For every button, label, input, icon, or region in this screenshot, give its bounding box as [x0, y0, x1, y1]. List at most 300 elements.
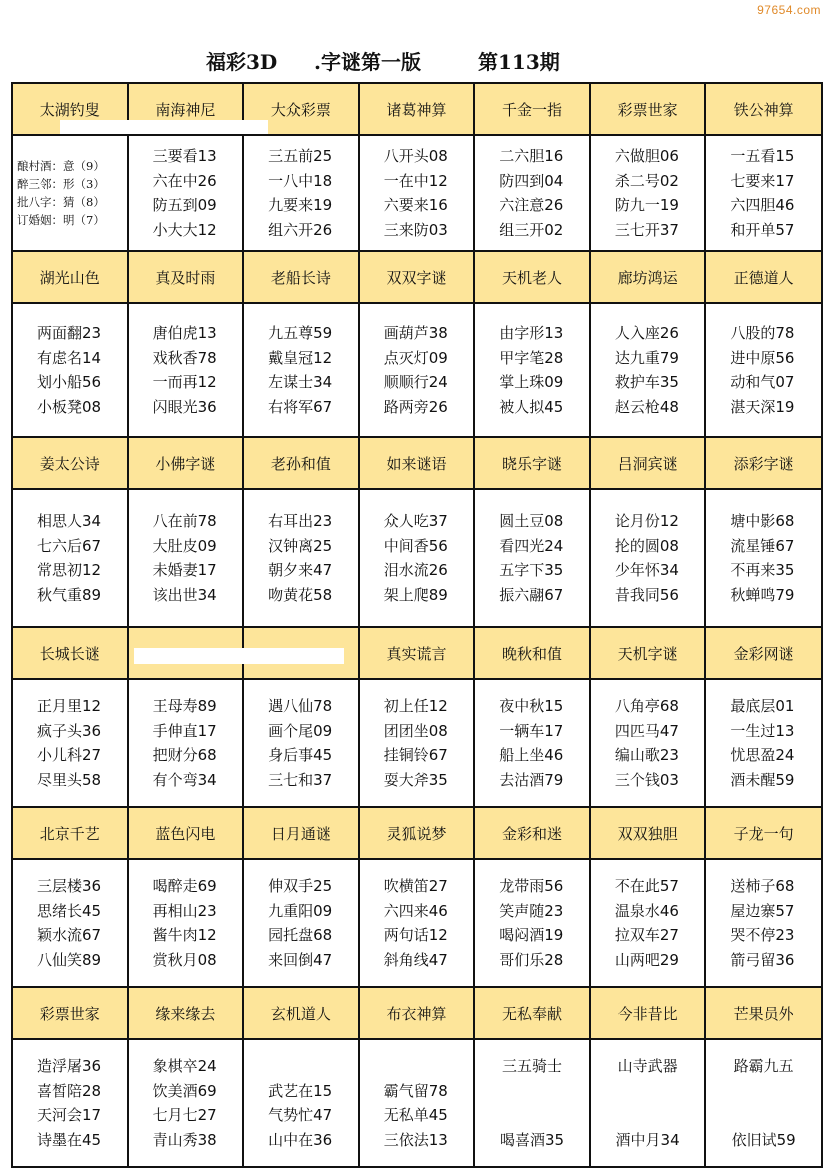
riddle-lines [706, 1054, 821, 1152]
source-name-cell: 长城长谜 [12, 627, 128, 679]
riddle-lines [129, 321, 243, 419]
source-name-cell: 吕洞宾谜 [590, 437, 706, 489]
riddle-line: 来回倒47 [268, 950, 333, 969]
page-title [0, 46, 827, 76]
riddle-cell [243, 135, 359, 251]
riddle-cell [590, 859, 706, 987]
riddle-lines [591, 321, 705, 419]
source-name-cell: 无私奉献 [474, 987, 590, 1039]
riddle-cell [359, 135, 475, 251]
riddle-row [12, 859, 822, 987]
riddle-line: 汉钟离25 [268, 536, 333, 555]
riddle-line: 忧思盈24 [730, 746, 795, 764]
riddle-lines [706, 509, 821, 607]
riddle-lines [129, 509, 243, 607]
riddle-line: 一辆车17 [499, 721, 564, 740]
riddle-line: 动和气07 [730, 373, 795, 391]
source-name-cell: 蓝色闪电 [128, 807, 244, 859]
riddle-line: 二六胆16 [499, 147, 564, 165]
riddle-line: 拉双车27 [614, 926, 679, 944]
riddle-line: 青山秀38 [152, 1130, 217, 1149]
riddle-line: 九重阳09 [268, 901, 333, 920]
riddle-line: 初上任12 [383, 697, 448, 715]
source-name-cell: 彩票世家 [590, 83, 706, 135]
riddle-cell [474, 303, 590, 437]
riddle-line: 湛天深19 [730, 397, 795, 416]
riddle-cell [590, 489, 706, 627]
riddle-line: 掌上珠09 [499, 373, 564, 391]
riddle-cell [12, 679, 128, 807]
riddle-line: 不在此57 [614, 877, 679, 895]
riddle-line: 斜角线47 [383, 950, 448, 969]
riddle-lines [706, 144, 821, 242]
riddle-line: 六四来46 [383, 901, 448, 920]
riddle-line: 三来防03 [383, 220, 448, 239]
source-name-cell: 玄机道人 [243, 987, 359, 1039]
riddle-line: 酒未醒59 [730, 770, 795, 789]
riddle-line: 有虑名14 [37, 348, 102, 367]
riddle-cell [705, 859, 822, 987]
riddle-line: 吹横笛27 [383, 877, 448, 895]
riddle-lines [13, 157, 127, 229]
riddle-line: 画葫芦38 [383, 324, 448, 342]
riddle-line: 遇八仙78 [268, 697, 333, 715]
riddle-cell [474, 135, 590, 251]
riddle-line: 该出世34 [152, 585, 217, 604]
riddle-line: 看四光24 [499, 536, 564, 555]
riddle-lines [360, 509, 474, 607]
riddle-line: 唐伯虎13 [152, 324, 217, 342]
source-name-cell: 子龙一句 [705, 807, 822, 859]
riddle-line: 三层楼36 [37, 877, 102, 895]
riddle-lines [591, 874, 705, 972]
source-name-cell: 诸葛神算 [359, 83, 475, 135]
riddle-cell [12, 135, 128, 251]
riddle-cell [243, 303, 359, 437]
source-name-cell: 晓乐字谜 [474, 437, 590, 489]
riddle-cell [128, 303, 244, 437]
riddle-line: 赵云枪48 [614, 397, 679, 416]
header-row [12, 251, 822, 303]
riddle-lines [13, 321, 127, 419]
riddle-lines [360, 1054, 474, 1152]
riddle-lines [360, 694, 474, 792]
riddle-line: 抡的圆08 [614, 536, 679, 555]
riddle-lines [475, 509, 589, 607]
riddle-cell [590, 135, 706, 251]
riddle-lines [13, 509, 127, 607]
source-name-cell: 铁公神算 [705, 83, 822, 135]
riddle-line: 笑声随23 [499, 901, 564, 920]
riddle-line: 哥们乐28 [499, 950, 564, 969]
riddle-line: 大肚皮09 [152, 536, 217, 555]
riddle-line: 甲字笔28 [499, 348, 564, 367]
riddle-line: 中间香56 [383, 536, 448, 555]
riddle-lines [129, 874, 243, 972]
riddle-line: 温泉水46 [614, 901, 679, 920]
riddle-lines [591, 144, 705, 242]
riddle-line: 秋气重89 [37, 585, 102, 604]
redaction-patch [134, 648, 344, 664]
source-name-cell: 老船长诗 [243, 251, 359, 303]
riddle-cell [359, 679, 475, 807]
riddle-cell [474, 859, 590, 987]
source-name-cell: 正德道人 [705, 251, 822, 303]
riddle-line: 把财分68 [152, 746, 217, 764]
riddle-line: 喜皙陪28 [37, 1081, 102, 1100]
riddle-line: 正月里12 [37, 697, 102, 715]
riddle-line: 闪眼光36 [152, 397, 217, 416]
blank-line [384, 1054, 474, 1079]
riddle-line: 喝醉走69 [152, 877, 217, 895]
site-watermark: 97654.com [757, 3, 821, 17]
riddle-line: 流星锤67 [730, 536, 795, 555]
source-name-cell: 晚秋和值 [474, 627, 590, 679]
riddle-line: 秋蝉鸣79 [730, 585, 795, 604]
source-name-cell: 缘来缘去 [128, 987, 244, 1039]
source-name-cell: 姜太公诗 [12, 437, 128, 489]
riddle-line: 哭不停23 [730, 926, 795, 944]
riddle-lines [591, 694, 705, 792]
riddle-line: 有个弯34 [152, 770, 217, 789]
riddle-lines [13, 874, 127, 972]
riddle-line: 九五尊59 [268, 324, 333, 342]
riddle-cell [474, 679, 590, 807]
riddle-line: 酒中月34 [615, 1130, 680, 1149]
riddle-cell [705, 1039, 822, 1167]
source-name-cell: 彩票世家 [12, 987, 128, 1039]
riddle-line: 防九一19 [614, 196, 679, 214]
riddle-line: 船上坐46 [499, 746, 564, 764]
riddle-line: 山两吧29 [614, 950, 679, 969]
source-name-cell: 金彩和迷 [474, 807, 590, 859]
riddle-line: 编山歌23 [614, 746, 679, 764]
riddle-line: 酿村酒：意（9） [17, 159, 105, 173]
source-name-cell: 千金一指 [474, 83, 590, 135]
riddle-lines [706, 321, 821, 419]
riddle-cell [590, 303, 706, 437]
riddle-row [12, 1039, 822, 1167]
riddle-cell [12, 1039, 128, 1167]
source-name-cell: 日月通谜 [243, 807, 359, 859]
riddle-lines [244, 1054, 358, 1152]
riddle-line: 造浮屠36 [37, 1057, 102, 1075]
source-name-cell: 老孙和值 [243, 437, 359, 489]
riddle-line: 去沽酒79 [499, 770, 564, 789]
riddle-line: 无私单45 [383, 1106, 448, 1124]
riddle-line: 防四到04 [499, 171, 564, 190]
riddle-line: 三七和37 [268, 770, 333, 789]
riddle-lines [706, 874, 821, 972]
riddle-lines [129, 1054, 243, 1152]
riddle-lines [244, 144, 358, 242]
riddle-line: 论月份12 [614, 512, 679, 530]
riddle-table [11, 82, 823, 1168]
riddle-line: 山中在36 [268, 1130, 333, 1149]
riddle-line: 象棋卒24 [152, 1057, 217, 1075]
riddle-line: 八角亭68 [614, 697, 679, 715]
riddle-line: 一五看15 [730, 147, 795, 165]
riddle-line: 订婚姻：明（7） [17, 213, 105, 227]
redaction-patch [60, 120, 268, 134]
riddle-line: 不再来35 [730, 561, 795, 579]
source-name-cell: 双双字谜 [359, 251, 475, 303]
riddle-line: 组六开26 [268, 220, 333, 239]
riddle-cell [128, 135, 244, 251]
riddle-line: 箭弓留36 [730, 950, 795, 969]
riddle-line: 泪水流26 [383, 561, 448, 579]
riddle-line: 塘中影68 [730, 512, 795, 530]
riddle-line: 画个尾09 [268, 721, 333, 740]
riddle-line: 昔我同56 [614, 585, 679, 604]
riddle-line: 再相山23 [152, 901, 217, 920]
riddle-cell [705, 135, 822, 251]
riddle-lines [475, 144, 589, 242]
riddle-cell [243, 489, 359, 627]
riddle-line: 最底层01 [730, 697, 795, 715]
riddle-line: 诗墨在45 [37, 1130, 102, 1149]
riddle-line: 六在中26 [152, 171, 217, 190]
source-name-cell: 廊坊鸿运 [590, 251, 706, 303]
riddle-line: 圆土豆08 [499, 512, 564, 530]
riddle-line: 未婚妻17 [152, 561, 217, 579]
riddle-lines [475, 321, 589, 419]
riddle-line: 一生过13 [730, 721, 795, 740]
source-name-cell: 今非昔比 [590, 987, 706, 1039]
source-name-cell: 小佛字谜 [128, 437, 244, 489]
riddle-line: 疯子头36 [37, 721, 102, 740]
riddle-line: 园托盘68 [268, 926, 333, 944]
source-name-cell: 灵狐说梦 [359, 807, 475, 859]
riddle-cell [590, 1039, 706, 1167]
riddle-lines [706, 694, 821, 792]
riddle-lines [13, 694, 127, 792]
riddle-lines [244, 694, 358, 792]
riddle-line: 六注意26 [499, 196, 564, 214]
riddle-line: 右耳出23 [268, 512, 333, 530]
riddle-line: 吻黄花58 [268, 585, 333, 604]
riddle-cell [359, 859, 475, 987]
source-name-cell: 双双独胆 [590, 807, 706, 859]
riddle-cell [12, 859, 128, 987]
riddle-line: 三个钱03 [614, 770, 679, 789]
riddle-cell [474, 489, 590, 627]
header-row [12, 987, 822, 1039]
title-issue-number: 第113期 [478, 50, 560, 74]
riddle-line: 龙带雨56 [499, 877, 564, 895]
riddle-cell [128, 489, 244, 627]
header-row [12, 807, 822, 859]
riddle-lines [244, 509, 358, 607]
source-name-cell: 芒果员外 [705, 987, 822, 1039]
riddle-line: 王母寿89 [152, 697, 217, 715]
riddle-line: 山寺武器 [617, 1057, 678, 1075]
riddle-line: 依旧试59 [731, 1130, 796, 1149]
riddle-row [12, 489, 822, 627]
riddle-row [12, 135, 822, 251]
riddle-lines [475, 694, 589, 792]
riddle-line: 少年怀34 [614, 561, 679, 579]
riddle-line: 三要看13 [152, 147, 217, 165]
riddle-line: 被人拟45 [499, 397, 564, 416]
source-name-cell: 大众彩票 [243, 83, 359, 135]
riddle-line: 身后事45 [268, 746, 333, 764]
riddle-row [12, 303, 822, 437]
riddle-cell [243, 859, 359, 987]
riddle-lines [360, 144, 474, 242]
riddle-line: 耍大斧35 [383, 770, 448, 789]
source-name-cell: 添彩字谜 [705, 437, 822, 489]
riddle-line: 人入座26 [614, 324, 679, 342]
riddle-line: 顺顺行24 [383, 373, 448, 391]
riddle-line: 四匹马47 [614, 721, 679, 740]
riddle-line: 天河会17 [37, 1106, 102, 1124]
riddle-line: 醉三邻：形（3） [17, 177, 105, 191]
riddle-line: 小大大12 [152, 220, 217, 239]
source-name-cell: 如来谜语 [359, 437, 475, 489]
riddle-line: 路两旁26 [383, 397, 448, 416]
riddle-line: 八开头08 [383, 147, 448, 165]
riddle-line: 六做胆06 [614, 147, 679, 165]
riddle-line: 挂铜铃67 [383, 746, 448, 764]
riddle-lines [360, 874, 474, 972]
riddle-cell [128, 679, 244, 807]
riddle-lines [591, 1054, 705, 1152]
riddle-line: 达九重79 [614, 348, 679, 367]
riddle-line: 右将军67 [268, 397, 333, 416]
riddle-line: 振六翮67 [499, 585, 564, 604]
riddle-line: 救护车35 [614, 373, 679, 391]
riddle-line: 九要来19 [268, 196, 333, 214]
riddle-line: 思绪长45 [37, 901, 102, 920]
riddle-cell [705, 679, 822, 807]
riddle-line: 送柿子68 [730, 877, 795, 895]
riddle-line: 常思初12 [37, 561, 102, 579]
riddle-line: 三依法13 [383, 1130, 448, 1149]
riddle-line: 戏秋香78 [152, 348, 217, 367]
riddle-line: 批八字：猜（8） [17, 195, 105, 209]
riddle-cell [474, 1039, 590, 1167]
riddle-lines [475, 1054, 589, 1152]
riddle-line: 朝夕来47 [268, 561, 333, 579]
riddle-line: 六四胆46 [730, 196, 795, 214]
riddle-line: 伸双手25 [268, 877, 333, 895]
riddle-line: 点灭灯09 [383, 348, 448, 367]
riddle-cell [705, 303, 822, 437]
riddle-lines [591, 509, 705, 607]
riddle-line: 武艺在15 [268, 1081, 333, 1100]
source-name-cell: 布衣神算 [359, 987, 475, 1039]
riddle-line: 众人吃37 [383, 512, 448, 530]
riddle-cell [12, 489, 128, 627]
source-name-cell: 真及时雨 [128, 251, 244, 303]
riddle-lines [244, 874, 358, 972]
riddle-line: 五字下35 [499, 561, 564, 579]
title-lottery-name: 福彩3D [206, 50, 278, 74]
riddle-line: 一在中12 [383, 171, 448, 190]
riddle-line: 左谋士34 [268, 373, 333, 391]
source-name-cell: 湖光山色 [12, 251, 128, 303]
riddle-cell [359, 303, 475, 437]
riddle-cell [705, 489, 822, 627]
riddle-cell [12, 303, 128, 437]
riddle-line: 颖水流67 [37, 926, 102, 944]
riddle-line: 八在前78 [152, 512, 217, 530]
riddle-row [12, 679, 822, 807]
riddle-line: 组三开02 [499, 220, 564, 239]
header-row [12, 437, 822, 489]
riddle-line: 夜中秋15 [499, 697, 564, 715]
riddle-line: 饮美酒69 [152, 1081, 217, 1100]
riddle-line: 防五到09 [152, 196, 217, 214]
riddle-line: 相思人34 [37, 512, 102, 530]
riddle-line: 杀二号02 [614, 171, 679, 190]
riddle-line: 路霸九五 [733, 1057, 794, 1075]
source-name-cell: 天机字谜 [590, 627, 706, 679]
riddle-line: 屋边寨57 [730, 901, 795, 920]
riddle-line: 进中原56 [730, 348, 795, 367]
riddle-lines [129, 694, 243, 792]
riddle-cell [243, 679, 359, 807]
riddle-line: 尽里头58 [37, 770, 102, 789]
riddle-cell [359, 1039, 475, 1167]
riddle-line: 喝喜酒35 [499, 1130, 565, 1149]
riddle-line: 小板凳08 [37, 397, 102, 416]
riddle-line: 酱牛肉12 [152, 926, 217, 944]
riddle-line: 七要来17 [730, 171, 795, 190]
source-name-cell: 太湖钓叟 [12, 83, 128, 135]
riddle-cell [243, 1039, 359, 1167]
riddle-line: 八仙笑89 [37, 950, 102, 969]
riddle-line: 小儿科27 [37, 746, 102, 764]
source-name-cell: 真实谎言 [359, 627, 475, 679]
riddle-line: 一八中18 [268, 171, 333, 190]
title-edition: .字谜第一版 [314, 50, 421, 74]
riddle-line: 霸气留78 [383, 1081, 448, 1100]
riddle-line: 戴皇冠12 [268, 348, 333, 367]
source-name-cell: 南海神尼 [128, 83, 244, 135]
riddle-lines [13, 1054, 127, 1152]
riddle-lines [244, 321, 358, 419]
riddle-line: 架上爬89 [383, 585, 448, 604]
riddle-line: 六要来16 [383, 196, 448, 214]
riddle-line: 七月七27 [152, 1106, 217, 1124]
riddle-line: 划小船56 [37, 373, 102, 391]
source-name-cell: 天机老人 [474, 251, 590, 303]
riddle-line: 手伸直17 [152, 721, 217, 740]
riddle-cell [359, 489, 475, 627]
riddle-line: 由字形13 [499, 324, 564, 342]
riddle-lines [129, 144, 243, 242]
riddle-line: 一而再12 [152, 373, 217, 391]
riddle-line: 三五骑士 [502, 1057, 563, 1075]
source-name-cell: 金彩网谜 [705, 627, 822, 679]
riddle-cell [128, 859, 244, 987]
riddle-line: 和开单57 [730, 220, 795, 239]
riddle-line: 两句话12 [383, 926, 448, 944]
riddle-line: 七六后67 [37, 536, 102, 555]
riddle-line: 两面翻23 [37, 324, 102, 342]
riddle-line: 三五前25 [268, 147, 333, 165]
riddle-line: 三七开37 [614, 220, 679, 239]
riddle-line: 赏秋月08 [152, 950, 217, 969]
riddle-line: 喝闷酒19 [499, 926, 564, 944]
riddle-line: 团团坐08 [383, 721, 448, 740]
riddle-line: 八股的78 [730, 324, 795, 342]
blank-line [268, 1054, 358, 1079]
riddle-line: 气势忙47 [268, 1106, 333, 1124]
riddle-cell [590, 679, 706, 807]
